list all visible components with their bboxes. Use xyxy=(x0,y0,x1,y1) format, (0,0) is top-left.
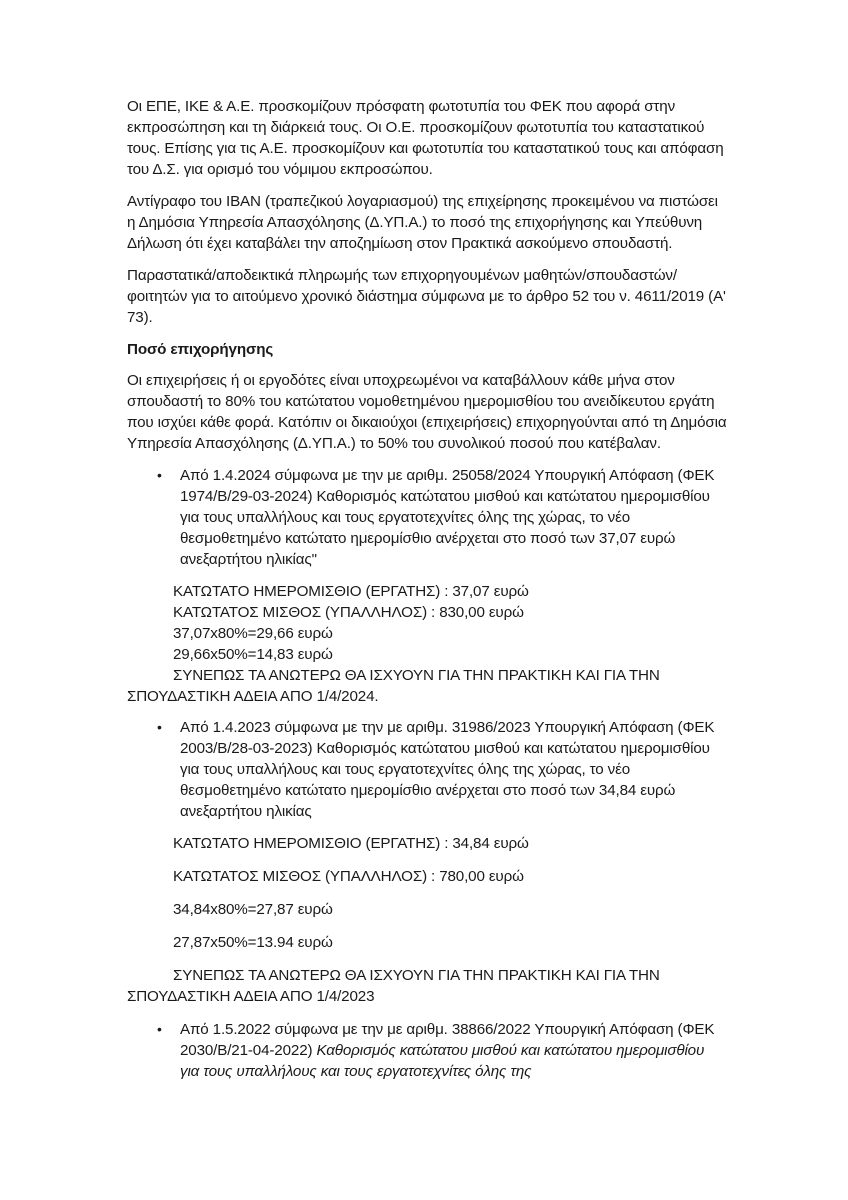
bullet-text: Από 1.4.2024 σύμφωνα με την με αριθμ. 25058/2024 Υπουργική Απόφαση (ΦΕΚ 1974/Β/29-03-2024) Καθορισμός κατώτατου μισθού και κατώτατου ημερομισθίου για τους υπαλλήλους και τους εργατοτεχνίτες όλης της χώρας, το νέο θεσμοθετημένο κατώτατο ημερομίσθιο ανέρχεται στο ποσό των 37,07 ευρώ ανεξαρτήτου ηλικίας" xyxy=(180,467,715,568)
bullet-text-italic: Καθορισμός κατώτατου μισθού και κατώτατου ημερομισθίου για τους υπαλλήλους και τους εργατοτεχνίτες όλης της xyxy=(180,1042,705,1080)
bullet-icon: • xyxy=(157,719,162,735)
list-item-2022 xyxy=(127,1019,727,1082)
daily-wage-line: ΚΑΤΩΤΑΤΟ ΗΜΕΡΟΜΙΣΘΙΟ (ΕΡΓΑΤΗΣ) : 37,07 ευρώ xyxy=(173,583,529,600)
paragraph-iban: Αντίγραφο του IBAN (τραπεζικού λογαριασμού) της επιχείρησης προκειμένου να πιστώσει η Δημόσια Υπηρεσία Απασχόλησης (Δ.ΥΠ.Α.) το ποσό της επιχορήγησης και Υπεύθυνη Δήλωση ότι έχει καταβάλει την αποζημίωση στον Πρακτικά ασκούμενο σπουδαστή. xyxy=(127,193,718,252)
calc-80-line: 37,07x80%=29,66 ευρώ xyxy=(173,625,333,642)
list-item-2024 xyxy=(127,465,727,570)
section-heading: Ποσό επιχορήγησης xyxy=(127,341,274,358)
calc-50-line: 29,66x50%=14,83 ευρώ xyxy=(173,646,333,663)
conclusion-line: ΣΥΝΕΠΩΣ ΤΑ ΑΝΩΤΕΡΩ ΘΑ ΙΣΧΥΟΥΝ ΓΙΑ ΤΗΝ ΠΡΑΚΤΙΚΗ ΚΑΙ ΓΙΑ ΤΗΝ ΣΠΟΥΔΑΣΤΙΚΗ ΑΔΕΙΑ ΑΠΟ 1/4/2024. xyxy=(127,667,660,705)
wage-entries-list-2023 xyxy=(127,717,727,822)
document-page xyxy=(127,96,727,1093)
bullet-text: Από 1.5.2022 σύμφωνα με την με αριθμ. 38866/2022 Υπουργική Απόφαση (ΦΕΚ 2030/Β/21-04-2022) xyxy=(180,1021,715,1059)
paragraph-company-documents: Οι ΕΠΕ, ΙΚΕ & Α.Ε. προσκομίζουν πρόσφατη φωτοτυπία του ΦΕΚ που αφορά στην εκπροσώπηση και τη διάρκειά τους. Οι Ο.Ε. προσκομίζουν φωτοτυπία του καταστατικού τους. Επίσης για τις Α.Ε. προσκομίζουν και φωτοτυπία του καταστατικού τους και απόφαση του Δ.Σ. για ορισμό του νόμιμου εκπροσώπου. xyxy=(127,98,724,178)
conclusion-line: ΣΥΝΕΠΩΣ ΤΑ ΑΝΩΤΕΡΩ ΘΑ ΙΣΧΥΟΥΝ ΓΙΑ ΤΗΝ ΠΡΑΚΤΙΚΗ ΚΑΙ ΓΙΑ ΤΗΝ ΣΠΟΥΔΑΣΤΙΚΗ ΑΔΕΙΑ ΑΠΟ 1/4/2023 xyxy=(127,967,660,1005)
bullet-text: Από 1.4.2023 σύμφωνα με την με αριθμ. 31986/2023 Υπουργική Απόφαση (ΦΕΚ 2003/Β/28-03-2023) Καθορισμός κατώτατου μισθού και κατώτατου ημερομισθίου για τους υπαλλήλους και τους εργατοτεχνίτες όλης της χώρας, το νέο θεσμοθετημένο κατώτατο ημερομίσθιο ανέρχεται στο ποσό των 34,84 ευρώ ανεξαρτήτου ηλικίας xyxy=(180,719,715,820)
bullet-icon: • xyxy=(157,1021,162,1037)
calc-50-line: 27,87x50%=13.94 ευρώ xyxy=(173,934,333,951)
wage-entries-list-2022 xyxy=(127,1019,727,1082)
paragraph-payment-proofs: Παραστατικά/αποδεικτικά πληρωμής των επιχορηγουμένων μαθητών/σπουδαστών/φοιτητών για το αιτούμενο χρονικό διάστημα σύμφωνα με το άρθρο 52 του ν. 4611/2019 (Α' 73). xyxy=(127,267,726,326)
list-item-2023 xyxy=(127,717,727,822)
bullet-icon: • xyxy=(157,467,162,483)
calc-80-line: 34,84x80%=27,87 ευρώ xyxy=(173,901,333,918)
monthly-salary-line: ΚΑΤΩΤΑΤΟΣ ΜΙΣΘΟΣ (ΥΠΑΛΛΗΛΟΣ) : 780,00 ευρώ xyxy=(173,868,524,885)
calculation-block-2023 xyxy=(127,833,727,1007)
wage-entries-list xyxy=(127,465,727,570)
paragraph-subsidy-amount: Οι επιχειρήσεις ή οι εργοδότες είναι υποχρεωμένοι να καταβάλλουν κάθε μήνα στον σπουδαστή το 80% του κατώτατου νομοθετημένου ημερομισθίου του ανειδίκευτου εργάτη που ισχύει κάθε φορά. Κατόπιν οι δικαιούχοι (επιχειρήσεις) επιχορηγούνται από τη Δημόσια Υπηρεσία Απασχόλησης (Δ.ΥΠ.Α.) το 50% του συνολικού ποσού που κατέβαλαν. xyxy=(127,372,727,452)
daily-wage-line: ΚΑΤΩΤΑΤΟ ΗΜΕΡΟΜΙΣΘΙΟ (ΕΡΓΑΤΗΣ) : 34,84 ευρώ xyxy=(173,835,529,852)
monthly-salary-line: ΚΑΤΩΤΑΤΟΣ ΜΙΣΘΟΣ (ΥΠΑΛΛΗΛΟΣ) : 830,00 ευρώ xyxy=(173,604,524,621)
calculation-block-2024 xyxy=(127,581,727,707)
